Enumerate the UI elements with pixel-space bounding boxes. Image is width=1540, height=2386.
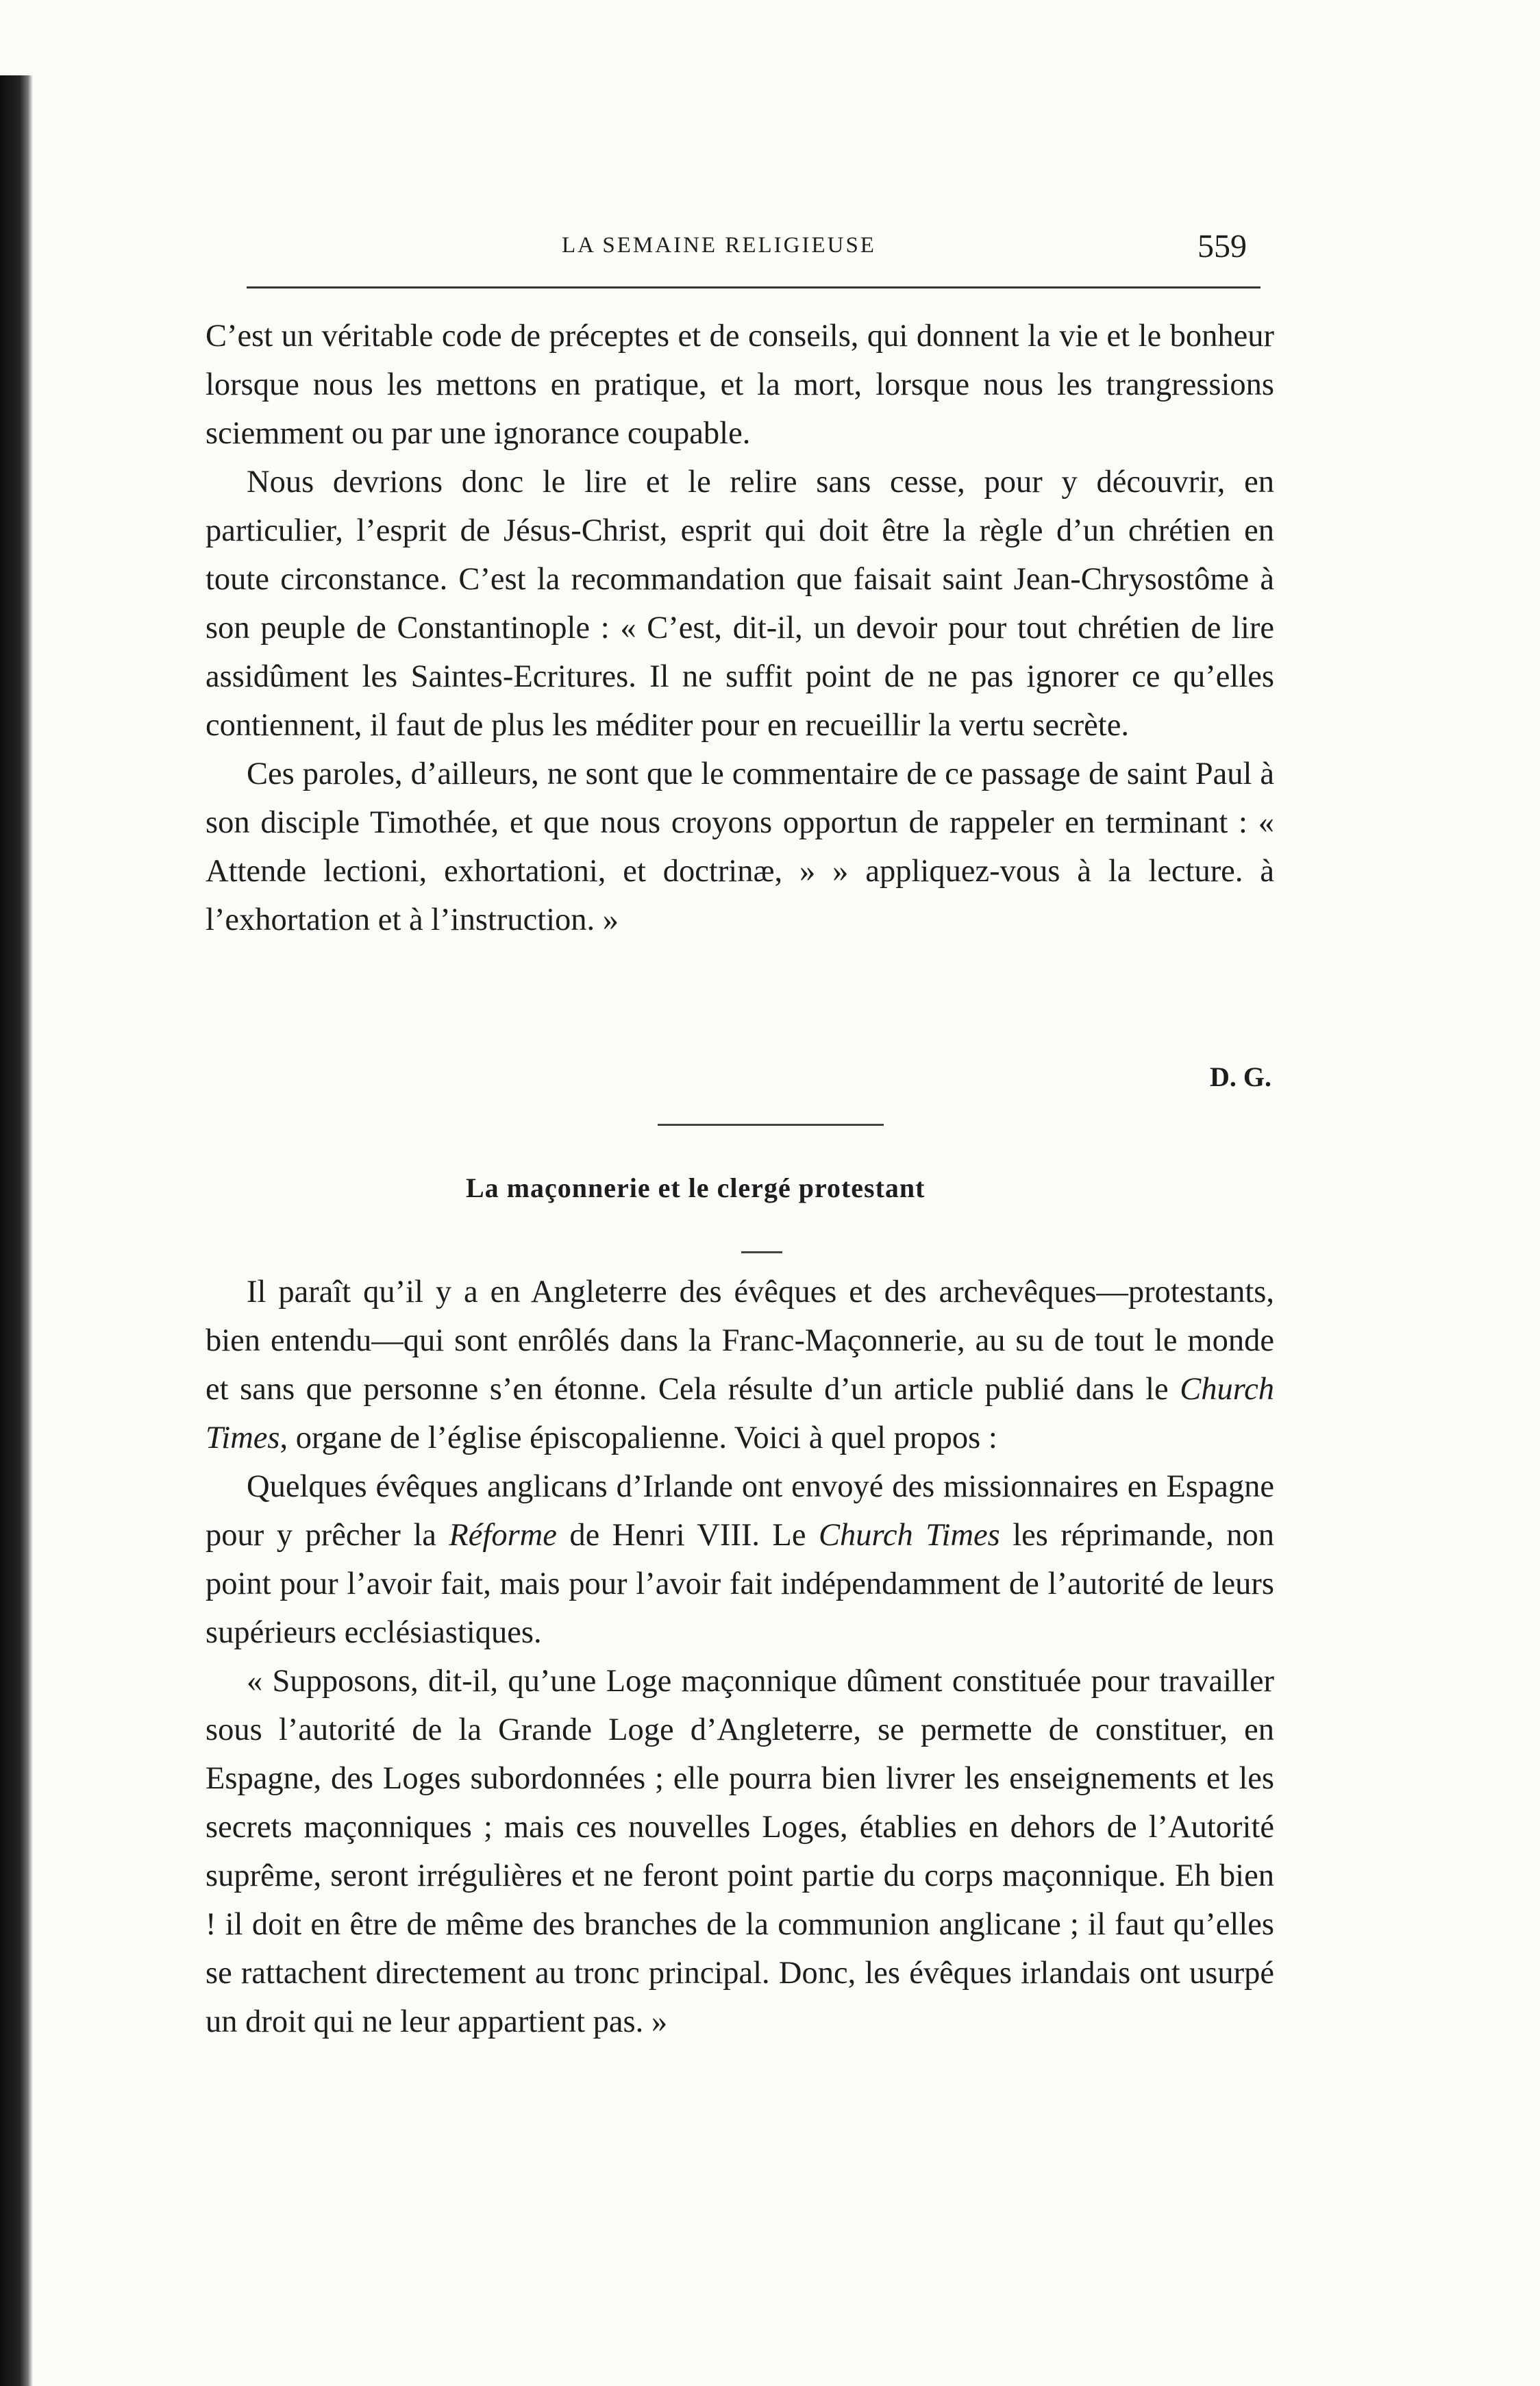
author-signature: D. G. bbox=[1210, 1061, 1271, 1092]
page-header bbox=[206, 227, 1247, 275]
text-run: les réprimande, non point pour l’avoir fait, mais pour l’avoir fait indépendamment de l’autorité de leurs supérieurs ecclésiastiques. bbox=[206, 1518, 1274, 1650]
publication-name: Church Times bbox=[818, 1518, 1000, 1553]
paragraph bbox=[206, 1268, 1274, 1462]
text-run: , organe de l’église épiscopalienne. Voici à quel propos : bbox=[280, 1420, 997, 1455]
article-title: La maçonnerie et le clergé protestant bbox=[466, 1172, 926, 1203]
title-divider bbox=[741, 1251, 782, 1253]
section-divider bbox=[658, 1124, 884, 1126]
text-run: de Henri VIII. Le bbox=[556, 1518, 819, 1553]
paragraph bbox=[206, 1462, 1274, 1657]
paragraph: C’est un véritable code de préceptes et de conseils, qui donnent la vie et le bonheur lorsque nous les mettons en pratique, et la mort, lorsque nous les trangressions sciemment ou par une ignorance coupable. bbox=[206, 319, 1274, 451]
paragraph: Ces paroles, d’ailleurs, ne sont que le commentaire de ce passage de saint Paul à son disciple Timothée, et que nous croyons opportun de rappeler en terminant : « Attende lectioni, exhortationi, et doctrinæ, » » appliquez-vous à la lecture. à l’exhortation et à l’instruction. » bbox=[206, 757, 1274, 937]
text-run: Quelques évêques anglicans d’Irlande ont envoyé des missionnaires en Espagne pour y prêcher la bbox=[206, 1469, 1274, 1553]
article-body bbox=[206, 1268, 1274, 2046]
page-number: 559 bbox=[1197, 228, 1247, 265]
publication-name: Church Times bbox=[206, 1372, 1274, 1455]
header-rule bbox=[247, 286, 1260, 288]
emphasis: Réforme bbox=[449, 1518, 557, 1553]
paragraph: Nous devrions donc le lire et le relire sans cesse, pour y découvrir, en particulier, l’esprit de Jésus-Christ, esprit qui doit être la règle d’un chrétien en toute circonstance. C’est la recommandation que faisait saint Jean-Chrysostôme à son peuple de Constantinople : « C’est, dit-il, un devoir pour tout chrétien de lire assidûment les Saintes-Ecritures. Il ne suffit point de ne pas ignorer ce qu’elles contiennent, il faut de plus les méditer pour en recueillir la vertu secrète. bbox=[206, 465, 1274, 743]
running-title: LA SEMAINE RELIGIEUSE bbox=[562, 233, 876, 258]
paragraph: « Supposons, dit-il, qu’une Loge maçonnique dûment constituée pour travailler sous l’autorité de la Grande Loge d’Angleterre, se permette de constituer, en Espagne, des Loges subordonnées ; elle pourra bien livrer les enseignements et les secrets maçonniques ; mais ces nouvelles Loges, établies en dehors de l’Autorité suprême, seront irrégulières et ne feront point partie du corps maçonnique. Eh bien ! il doit en être de même des branches de la communion anglicane ; il faut qu’elles se rattachent directement au tronc principal. Donc, les évêques irlandais ont usurpé un droit qui ne leur appartient pas. » bbox=[206, 1664, 1274, 2039]
book-binding-shadow bbox=[0, 75, 33, 2386]
text-run: Il paraît qu’il y a en Angleterre des évêques et des archevêques—protestants, bien entendu—qui sont enrôlés dans la Franc-Maçonnerie, au su de tout le monde et sans que personne s’en étonne. Cela résulte d’un article publié dans le bbox=[206, 1275, 1274, 1407]
section-one-body bbox=[206, 312, 1274, 944]
